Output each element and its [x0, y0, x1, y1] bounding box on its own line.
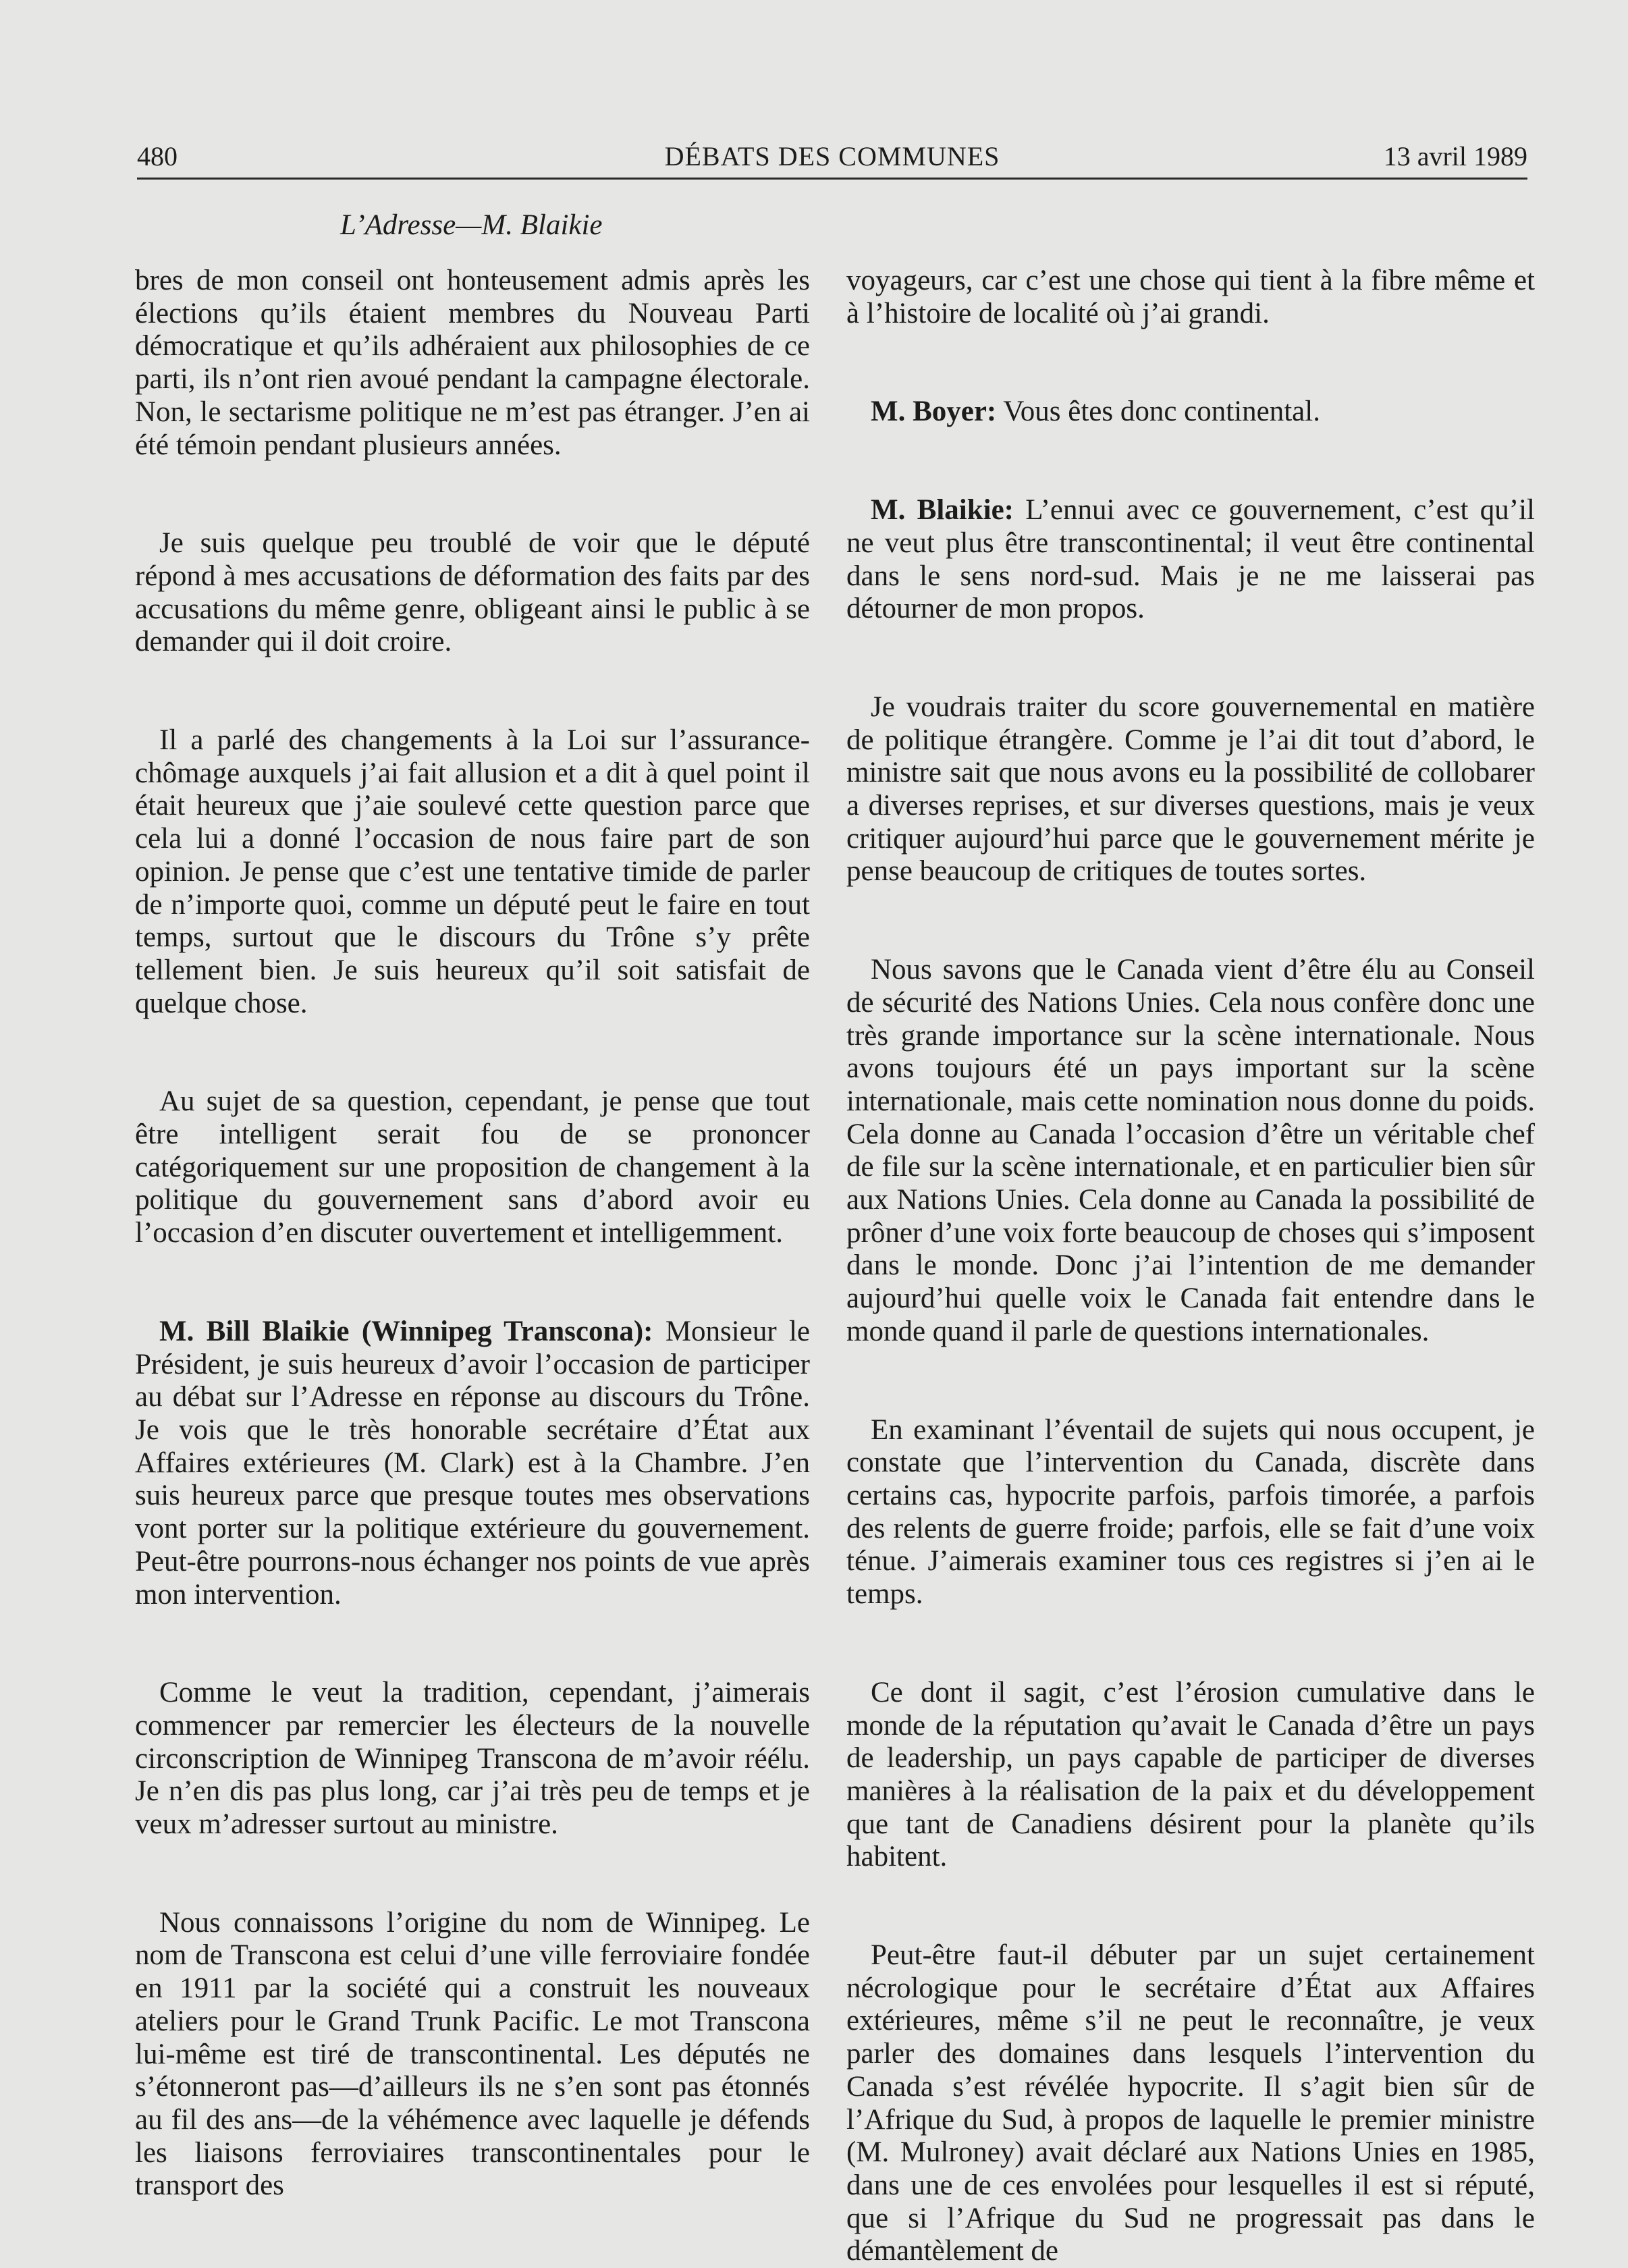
speech-paragraph: [846, 494, 1535, 626]
paragraph: Peut-être faut-il débuter par un sujet certainement nécrologique pour le secrétaire d’État aux Affaires extérieures, même s’il ne peut le reconnaître, je veux parler des domaines dans lesquels l’intervention du Canada s’est révélée hypocrite. Il s’agit bien sûr de l’Afrique du Sud, à propos de laquelle le premier ministre (M. Mulroney) avait déclaré aux Nations Unies en 1985, dans une de ces envolées pour lesquelles il est si réputé, que si l’Afrique du Sud ne progressait pas dans le démantèlement de: [846, 1939, 1535, 2267]
speech-paragraph: [846, 396, 1535, 429]
running-head: L’Adresse—M. Blaikie: [340, 209, 603, 241]
header-rule: [137, 178, 1527, 180]
speaker-name: M. Blaikie:: [871, 494, 1014, 526]
paragraph: Il a parlé des changements à la Loi sur l’assurance-chômage auxquels j’ai fait allusion et a dit à quel point il était heureux que j’aie soulevé cette question parce que cela lui a donné l’occasion de nous faire part de son opinion. Je pense que c’est une tentative timide de parler de n’importe quoi, comme un député peut le faire en tout temps, surtout que le discours du Trône s’y prête tellement bien. Je suis heureux qu’il soit satisfait de quelque chose.: [135, 724, 810, 1019]
speaker-name: M. Bill Blaikie (Winnipeg Transcona):: [159, 1315, 653, 1347]
paragraph: bres de mon conseil ont honteusement admis après les élections qu’ils étaient membres du Nouveau Parti démocratique et qu’ils adhéraient aux philosophies de ce parti, ils n’ont rien avoué pendant la campagne électorale. Non, le sectarisme politique ne m’est pas étranger. J’en ai été témoin pendant plusieurs années.: [135, 265, 810, 461]
page-header: [137, 138, 1527, 176]
paragraph: Nous savons que le Canada vient d’être élu au Conseil de sécurité des Nations Unies. Cela nous confère donc une très grande importance sur la scène internationale. Nous avons toujours été un pays important sur la scène internationale, mais cette nomination nous donne du poids. Cela donne au Canada l’occasion d’être un véritable chef de file sur la scène internationale, et en particulier bien sûr aux Nations Unies. Cela donne au Canada la possibilité de prôner d’une voix forte beaucoup de choses qui s’imposent dans le monde. Donc j’ai l’intention de me demander aujourd’hui quelle voix le Canada fait entendre dans le monde quand il parle de questions internationales.: [846, 954, 1535, 1347]
paragraph: Comme le veut la tradition, cependant, j’aimerais commencer par remercier les électeurs de la nouvelle circonscription de Winnipeg Transcona de m’avoir réélu. Je n’en dis pas plus long, car j’ai très peu de temps et je veux m’adresser surtout au ministre.: [135, 1677, 810, 1841]
speaker-name: M. Boyer:: [871, 396, 997, 428]
speech-text: Vous êtes donc continental.: [996, 396, 1320, 428]
paragraph: voyageurs, car c’est une chose qui tient à la fibre même et à l’histoire de localité où j’ai grandi.: [846, 265, 1535, 329]
paragraph: En examinant l’éventail de sujets qui nous occupent, je constate que l’intervention du Canada, discrète dans certains cas, hypocrite parfois, parfois timorée, a parfois des relents de guerre froide; parfois, elle se fait d’une voix ténue. J’aimerais examiner tous ces registres si j’en ai le temps.: [846, 1413, 1535, 1611]
speech-text: L’ennui avec ce gouvernement, c’est qu’il ne veut plus être transcontinental; il veut être continental dans le sens nord-sud. Mais je ne me laisserai pas détourner de mon propos.: [846, 494, 1535, 625]
left-column: [135, 265, 810, 2203]
right-column: [846, 265, 1535, 2268]
publication-title: DÉBATS DES COMMUNES: [664, 141, 1000, 171]
speech-paragraph: [135, 1316, 810, 1611]
paragraph: Ce dont il sagit, c’est l’érosion cumulative dans le monde de la réputation qu’avait le Canada d’être un pays de leadership, un pays capable de participer de diverses manières à la réalisation de la paix et du développement que tant de Canadiens désirent pour la planète qu’ils habitent.: [846, 1676, 1535, 1873]
paragraph: Je voudrais traiter du score gouvernemental en matière de politique étrangère. Comme je l’ai dit tout d’abord, le ministre sait que nous avons eu la possibilité de collobarer a diverses reprises, et sur diverses questions, mais je veux critiquer aujourd’hui parce que le gouvernement mérite je pense beaucoup de critiques de toutes sortes.: [846, 691, 1535, 888]
paragraph: Je suis quelque peu troublé de voir que le député répond à mes accusations de déformation des faits par des accusations du même genre, obligeant ainsi le public à se demander qui il doit croire.: [135, 527, 810, 658]
speech-text: Monsieur le Président, je suis heureux d’avoir l’occasion de participer au débat sur l’Adresse en réponse au discours du Trône. Je vois que le très honorable secrétaire d’État aux Affaires extérieures (M. Clark) est à la Chambre. J’en suis heureux parce que presque toutes mes observations vont porter sur la politique extérieure du gouvernement. Peut-être pourrons-nous échanger nos points de vue après mon intervention.: [135, 1315, 810, 1611]
paragraph: Nous connaissons l’origine du nom de Winnipeg. Le nom de Transcona est celui d’une ville ferroviaire fondée en 1911 par la société qui a construit les nouveaux ateliers pour le Grand Trunk Pacific. Le mot Transcona lui-même est tiré de transcontinental. Les députés ne s’étonneront pas—d’ailleurs ils ne s’en sont pas étonnés au fil des ans—de la véhémence avec laquelle je défends les liaisons ferroviaires transcontinentales pour le transport des: [135, 1906, 810, 2202]
paragraph: Au sujet de sa question, cependant, je pense que tout être intelligent serait fou de se prononcer catégoriquement sur une proposition de changement à la politique du gouvernement sans d’abord avoir eu l’occasion d’en discuter ouvertement et intelligemment.: [135, 1085, 810, 1249]
publication-date: 13 avril 1989: [1383, 141, 1527, 171]
page-number: 480: [137, 141, 178, 171]
